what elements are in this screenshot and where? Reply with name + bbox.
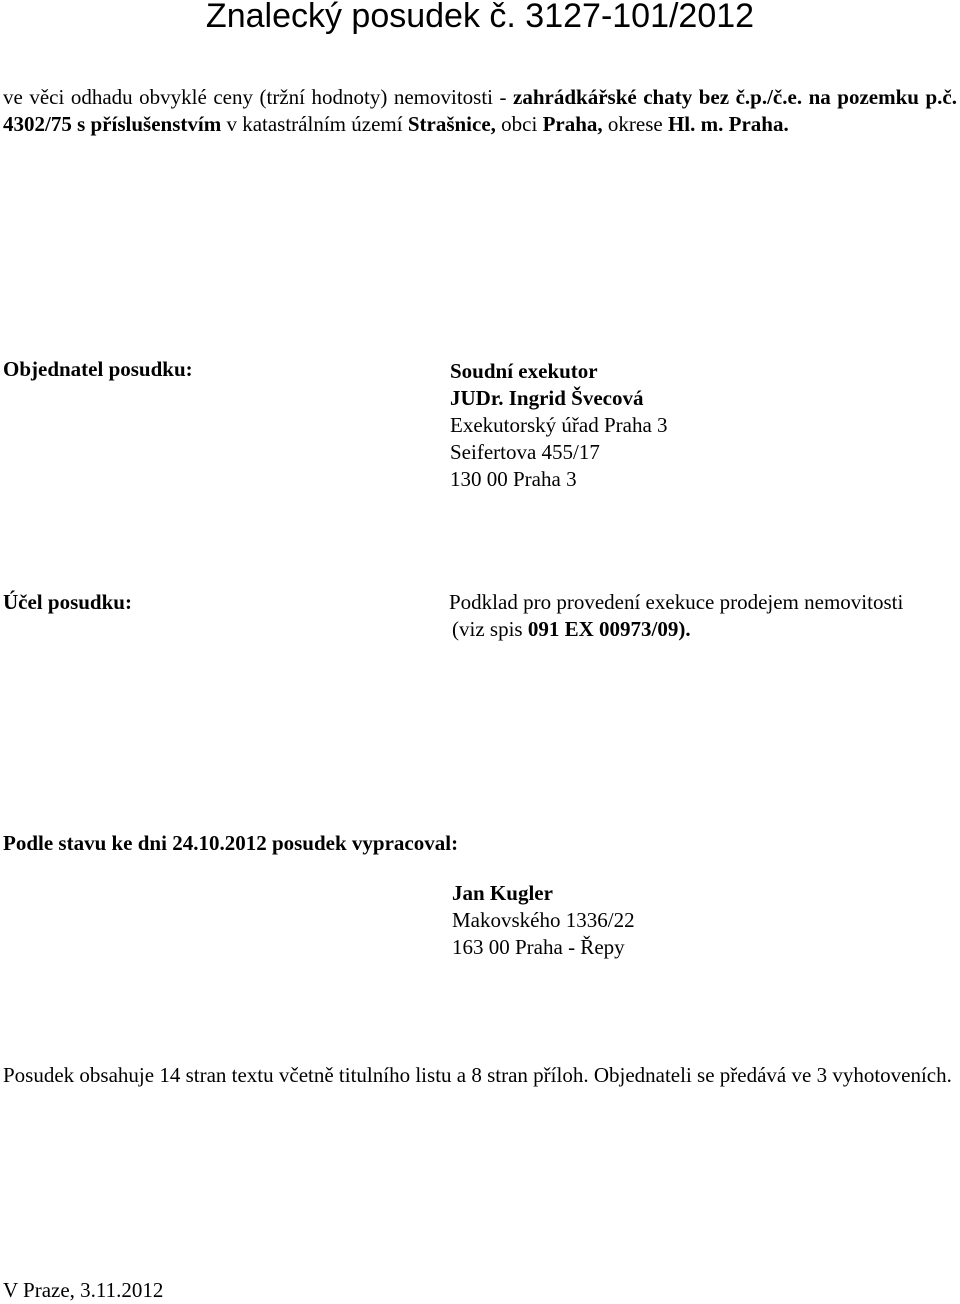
subject-cadastral-area: Strašnice, — [407, 112, 496, 136]
document-title: Znalecký posudek č. 3127-101/2012 — [205, 0, 755, 35]
purpose-line-1: Podklad pro provedení exekuce prodejem nemovitosti — [449, 590, 904, 614]
subject-text-1: ve věci odhadu obvyklé ceny (tržní hodnoty) nemovitosti - — [3, 85, 514, 109]
document-note: Posudek obsahuje 14 stran textu včetně titulního listu a 8 stran příloh. Objednateli se předává ve 3 vyhotoveních. — [3, 1063, 952, 1087]
purpose-file-prefix: (viz spis — [452, 617, 528, 641]
place-date: V Praze, 3.11.2012 — [3, 1278, 164, 1302]
client-label: Objednatel posudku: — [3, 357, 193, 381]
purpose-label: Účel posudku: — [3, 590, 132, 614]
subject-text-2: v katastrálním území — [221, 112, 408, 136]
client-office: Exekutorský úřad Praha 3 — [450, 413, 668, 437]
author-city: 163 00 Praha - Řepy — [452, 935, 625, 959]
author-street: Makovského 1336/22 — [452, 908, 635, 932]
subject-text-4: okrese — [602, 112, 668, 136]
subject-paragraph — [3, 84, 957, 138]
client-role: Soudní exekutor — [450, 359, 598, 383]
subject-district: Hl. m. Praha. — [667, 112, 789, 136]
subject-municipality: Praha, — [542, 112, 603, 136]
subject-object: zahrádkářské chaty bez č.p./č.e. na pozemku p.č. 4302/75 s příslušenstvím — [3, 85, 957, 136]
author-heading: Podle stavu ke dni 24.10.2012 posudek vypracoval: — [3, 831, 459, 855]
subject-text-3: obci — [495, 112, 543, 136]
purpose-line-2 — [452, 616, 691, 643]
client-street: Seifertova 455/17 — [450, 440, 600, 464]
author-name: Jan Kugler — [452, 881, 553, 905]
client-name: JUDr. Ingrid Švecová — [450, 386, 644, 410]
client-city: 130 00 Praha 3 — [450, 467, 577, 491]
purpose-file-number: 091 EX 00973/09). — [527, 617, 691, 641]
